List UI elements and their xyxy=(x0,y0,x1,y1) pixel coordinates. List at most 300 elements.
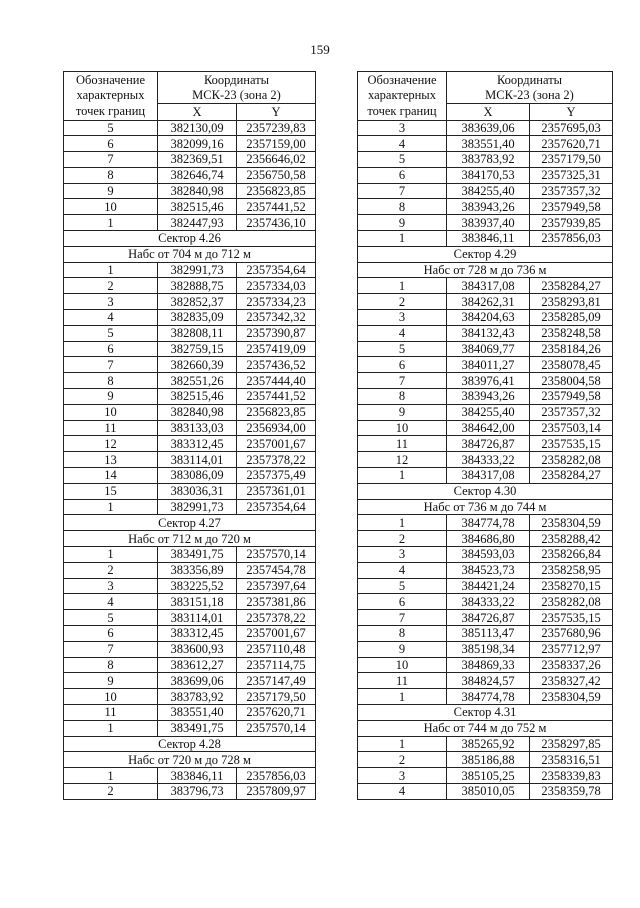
point-number-cell: 2 xyxy=(64,562,158,578)
y-coordinate-cell: 2357378,22 xyxy=(237,610,316,626)
y-coordinate-cell: 2358359,78 xyxy=(530,783,613,799)
x-coordinate-cell: 383225,52 xyxy=(158,578,237,594)
table-row xyxy=(358,547,613,563)
x-coordinate-cell: 384317,08 xyxy=(447,468,530,484)
sector-title-row xyxy=(64,246,316,262)
point-number-cell: 1 xyxy=(64,547,158,563)
point-number-cell: 8 xyxy=(64,167,158,183)
x-coordinate-cell: 382369,51 xyxy=(158,152,237,168)
y-coordinate-cell: 2357441,52 xyxy=(237,389,316,405)
y-coordinate-cell: 2357354,64 xyxy=(237,262,316,278)
x-coordinate-cell: 384686,80 xyxy=(447,531,530,547)
table-row xyxy=(358,199,613,215)
sector-title-row xyxy=(358,499,613,515)
x-coordinate-cell: 384255,40 xyxy=(447,404,530,420)
x-coordinate-cell: 383783,92 xyxy=(447,152,530,168)
sector-title: Сектор 4.30 xyxy=(358,483,613,499)
sector-title: Сектор 4.27 xyxy=(64,515,316,531)
point-number-cell: 3 xyxy=(358,120,447,136)
x-coordinate-cell: 382840,98 xyxy=(158,183,237,199)
y-coordinate-cell: 2357147,49 xyxy=(237,673,316,689)
y-coordinate-cell: 2358282,08 xyxy=(530,452,613,468)
x-coordinate-cell: 384317,08 xyxy=(447,278,530,294)
point-number-cell: 5 xyxy=(358,578,447,594)
point-number-cell: 7 xyxy=(64,152,158,168)
table-row xyxy=(64,610,316,626)
x-coordinate-cell: 384642,00 xyxy=(447,420,530,436)
point-number-cell: 5 xyxy=(64,610,158,626)
point-number-cell: 7 xyxy=(64,357,158,373)
table-row xyxy=(64,594,316,610)
y-coordinate-cell: 2356934,00 xyxy=(237,420,316,436)
point-number-cell: 6 xyxy=(64,136,158,152)
sector-title-row xyxy=(64,515,316,531)
y-coordinate-cell: 2357856,03 xyxy=(530,231,613,247)
table-row xyxy=(64,325,316,341)
point-number-cell: 2 xyxy=(64,278,158,294)
x-coordinate-cell: 382515,46 xyxy=(158,389,237,405)
table-row xyxy=(64,278,316,294)
x-coordinate-cell: 383491,75 xyxy=(158,720,237,736)
point-number-cell: 11 xyxy=(64,420,158,436)
point-number-cell: 3 xyxy=(64,294,158,310)
point-number-cell: 7 xyxy=(358,373,447,389)
point-number-cell: 4 xyxy=(358,136,447,152)
point-number-cell: 6 xyxy=(64,626,158,642)
sector-title: Набс от 744 м до 752 м xyxy=(358,720,613,736)
y-coordinate-cell: 2358258,95 xyxy=(530,562,613,578)
table-row xyxy=(358,594,613,610)
sector-title: Сектор 4.29 xyxy=(358,246,613,262)
x-coordinate-cell: 383036,31 xyxy=(158,483,237,499)
table-row xyxy=(358,389,613,405)
point-number-cell: 2 xyxy=(358,294,447,310)
table-row xyxy=(64,483,316,499)
table-row xyxy=(358,452,613,468)
y-coordinate-cell: 2357695,03 xyxy=(530,120,613,136)
point-number-cell: 10 xyxy=(358,657,447,673)
table-row xyxy=(358,468,613,484)
x-coordinate-cell: 385113,47 xyxy=(447,626,530,642)
x-coordinate-cell: 382099,16 xyxy=(158,136,237,152)
sector-title: Набс от 736 м до 744 м xyxy=(358,499,613,515)
x-coordinate-cell: 383551,40 xyxy=(158,704,237,720)
sector-title: Набс от 720 м до 728 м xyxy=(64,752,316,768)
x-coordinate-cell: 383114,01 xyxy=(158,452,237,468)
x-coordinate-cell: 384011,27 xyxy=(447,357,530,373)
point-number-cell: 1 xyxy=(64,499,158,515)
x-coordinate-cell: 383976,41 xyxy=(447,373,530,389)
point-number-cell: 4 xyxy=(358,783,447,799)
x-coordinate-cell: 384170,53 xyxy=(447,167,530,183)
y-coordinate-cell: 2357334,23 xyxy=(237,294,316,310)
point-number-cell: 1 xyxy=(64,215,158,231)
point-number-cell: 10 xyxy=(64,199,158,215)
x-coordinate-cell: 384255,40 xyxy=(447,183,530,199)
table-row xyxy=(64,199,316,215)
point-number-cell: 9 xyxy=(64,389,158,405)
y-coordinate-cell: 2357354,64 xyxy=(237,499,316,515)
x-coordinate-cell: 384132,43 xyxy=(447,325,530,341)
y-coordinate-cell: 2357949,58 xyxy=(530,199,613,215)
table-row xyxy=(358,373,613,389)
header-point-line-1: Обозначение xyxy=(367,72,437,87)
sector-title-row xyxy=(64,531,316,547)
x-coordinate-cell: 383356,89 xyxy=(158,562,237,578)
x-coordinate-cell: 383114,01 xyxy=(158,610,237,626)
point-number-cell: 14 xyxy=(64,468,158,484)
y-coordinate-cell: 2358339,83 xyxy=(530,768,613,784)
table-row xyxy=(64,120,316,136)
y-coordinate-cell: 2358337,26 xyxy=(530,657,613,673)
x-coordinate-cell: 385105,25 xyxy=(447,768,530,784)
point-number-cell: 4 xyxy=(64,594,158,610)
x-coordinate-cell: 383796,73 xyxy=(158,783,237,799)
table-row xyxy=(64,547,316,563)
table-row xyxy=(64,436,316,452)
table-row xyxy=(358,294,613,310)
y-coordinate-cell: 2357680,96 xyxy=(530,626,613,642)
y-coordinate-cell: 2358282,08 xyxy=(530,594,613,610)
header-point-line-1: Обозначение xyxy=(75,72,146,87)
header-point-label xyxy=(64,72,158,121)
table-row xyxy=(358,752,613,768)
x-coordinate-cell: 383151,18 xyxy=(158,594,237,610)
x-coordinate-cell: 385265,92 xyxy=(447,736,530,752)
header-point-line-2: характерных xyxy=(76,88,145,102)
y-coordinate-cell: 2357375,49 xyxy=(237,468,316,484)
x-coordinate-cell: 382888,75 xyxy=(158,278,237,294)
table-row xyxy=(358,404,613,420)
table-row xyxy=(358,357,613,373)
point-number-cell: 9 xyxy=(358,641,447,657)
table-row xyxy=(358,531,613,547)
table-row xyxy=(64,626,316,642)
x-coordinate-cell: 382515,46 xyxy=(158,199,237,215)
y-coordinate-cell: 2357342,32 xyxy=(237,310,316,326)
point-number-cell: 9 xyxy=(358,215,447,231)
y-coordinate-cell: 2357939,85 xyxy=(530,215,613,231)
y-coordinate-cell: 2358284,27 xyxy=(530,278,613,294)
x-coordinate-cell: 382852,37 xyxy=(158,294,237,310)
table-row xyxy=(64,768,316,784)
table-row xyxy=(64,420,316,436)
x-coordinate-cell: 383846,11 xyxy=(447,231,530,247)
table-row xyxy=(64,341,316,357)
x-coordinate-cell: 384593,03 xyxy=(447,547,530,563)
page-number: 159 xyxy=(310,42,330,57)
x-coordinate-cell: 383612,27 xyxy=(158,657,237,673)
table-row xyxy=(358,436,613,452)
header-x: X xyxy=(158,104,237,121)
table-row xyxy=(358,562,613,578)
x-coordinate-cell: 383133,03 xyxy=(158,420,237,436)
sector-title: Набс от 712 м до 720 м xyxy=(64,531,316,547)
y-coordinate-cell: 2357570,14 xyxy=(237,720,316,736)
header-coordinate-system: МСК-23 (зона 2) xyxy=(158,88,316,104)
y-coordinate-cell: 2357856,03 xyxy=(237,768,316,784)
x-coordinate-cell: 383943,26 xyxy=(447,389,530,405)
x-coordinate-cell: 382840,98 xyxy=(158,404,237,420)
y-coordinate-cell: 2357334,03 xyxy=(237,278,316,294)
y-coordinate-cell: 2358004,58 xyxy=(530,373,613,389)
table-row xyxy=(358,641,613,657)
y-coordinate-cell: 2358327,42 xyxy=(530,673,613,689)
table-row xyxy=(358,783,613,799)
table-row xyxy=(358,657,613,673)
header-coordinates-title: Координаты xyxy=(447,72,613,88)
table-row xyxy=(358,325,613,341)
x-coordinate-cell: 383312,45 xyxy=(158,626,237,642)
x-coordinate-cell: 385198,34 xyxy=(447,641,530,657)
point-number-cell: 6 xyxy=(358,167,447,183)
table-row xyxy=(358,215,613,231)
table-row xyxy=(64,183,316,199)
sector-title-row xyxy=(358,483,613,499)
x-coordinate-cell: 384204,63 xyxy=(447,310,530,326)
y-coordinate-cell: 2358270,15 xyxy=(530,578,613,594)
x-coordinate-cell: 383699,06 xyxy=(158,673,237,689)
table-row xyxy=(64,578,316,594)
y-coordinate-cell: 2358184,26 xyxy=(530,341,613,357)
table-row xyxy=(64,704,316,720)
x-coordinate-cell: 383943,26 xyxy=(447,199,530,215)
point-number-cell: 9 xyxy=(64,673,158,689)
right-table-body xyxy=(358,120,613,799)
x-coordinate-cell: 384069,77 xyxy=(447,341,530,357)
point-number-cell: 4 xyxy=(358,325,447,341)
y-coordinate-cell: 2357436,52 xyxy=(237,357,316,373)
sector-title: Сектор 4.26 xyxy=(64,231,316,247)
table-row xyxy=(64,215,316,231)
table-row xyxy=(358,578,613,594)
point-number-cell: 10 xyxy=(64,404,158,420)
header-coordinates-title: Координаты xyxy=(158,72,316,88)
x-coordinate-cell: 382551,26 xyxy=(158,373,237,389)
y-coordinate-cell: 2357325,31 xyxy=(530,167,613,183)
table-row xyxy=(358,167,613,183)
y-coordinate-cell: 2357809,97 xyxy=(237,783,316,799)
x-coordinate-cell: 384726,87 xyxy=(447,610,530,626)
table-row xyxy=(64,562,316,578)
table-row xyxy=(64,499,316,515)
y-coordinate-cell: 2357114,75 xyxy=(237,657,316,673)
header-y: Y xyxy=(237,104,316,121)
y-coordinate-cell: 2358304,59 xyxy=(530,515,613,531)
y-coordinate-cell: 2356823,85 xyxy=(237,404,316,420)
y-coordinate-cell: 2357535,15 xyxy=(530,610,613,626)
sector-title-row xyxy=(358,262,613,278)
sector-title: Сектор 4.28 xyxy=(64,736,316,752)
table-row xyxy=(64,357,316,373)
table-row xyxy=(64,673,316,689)
table-row xyxy=(64,152,316,168)
y-coordinate-cell: 2357001,67 xyxy=(237,626,316,642)
x-coordinate-cell: 384774,78 xyxy=(447,515,530,531)
y-coordinate-cell: 2357381,86 xyxy=(237,594,316,610)
point-number-cell: 1 xyxy=(358,278,447,294)
table-row xyxy=(64,468,316,484)
table-row xyxy=(64,657,316,673)
y-coordinate-cell: 2357444,40 xyxy=(237,373,316,389)
point-number-cell: 7 xyxy=(64,641,158,657)
x-coordinate-cell: 382447,93 xyxy=(158,215,237,231)
table-row xyxy=(64,783,316,799)
table-row xyxy=(358,120,613,136)
point-number-cell: 1 xyxy=(64,768,158,784)
point-number-cell: 5 xyxy=(64,120,158,136)
coordinates-table-left xyxy=(63,71,316,800)
y-coordinate-cell: 2358248,58 xyxy=(530,325,613,341)
x-coordinate-cell: 385186,88 xyxy=(447,752,530,768)
x-coordinate-cell: 384333,22 xyxy=(447,452,530,468)
table-row xyxy=(64,720,316,736)
x-coordinate-cell: 384869,33 xyxy=(447,657,530,673)
x-coordinate-cell: 384523,73 xyxy=(447,562,530,578)
point-number-cell: 6 xyxy=(358,357,447,373)
y-coordinate-cell: 2357001,67 xyxy=(237,436,316,452)
table-row xyxy=(64,641,316,657)
sector-title: Набс от 704 м до 712 м xyxy=(64,246,316,262)
point-number-cell: 8 xyxy=(64,373,158,389)
point-number-cell: 3 xyxy=(358,547,447,563)
point-number-cell: 2 xyxy=(64,783,158,799)
y-coordinate-cell: 2356823,85 xyxy=(237,183,316,199)
y-coordinate-cell: 2358285,09 xyxy=(530,310,613,326)
point-number-cell: 1 xyxy=(64,720,158,736)
x-coordinate-cell: 383086,09 xyxy=(158,468,237,484)
x-coordinate-cell: 383639,06 xyxy=(447,120,530,136)
y-coordinate-cell: 2357535,15 xyxy=(530,436,613,452)
y-coordinate-cell: 2357390,87 xyxy=(237,325,316,341)
point-number-cell: 1 xyxy=(358,736,447,752)
y-coordinate-cell: 2356750,58 xyxy=(237,167,316,183)
x-coordinate-cell: 383846,11 xyxy=(158,768,237,784)
point-number-cell: 12 xyxy=(358,452,447,468)
x-coordinate-cell: 384262,31 xyxy=(447,294,530,310)
point-number-cell: 2 xyxy=(358,752,447,768)
x-coordinate-cell: 382646,74 xyxy=(158,167,237,183)
point-number-cell: 1 xyxy=(64,262,158,278)
point-number-cell: 3 xyxy=(64,578,158,594)
y-coordinate-cell: 2357110,48 xyxy=(237,641,316,657)
sector-title-row xyxy=(358,720,613,736)
point-number-cell: 4 xyxy=(64,310,158,326)
point-number-cell: 9 xyxy=(64,183,158,199)
y-coordinate-cell: 2357179,50 xyxy=(530,152,613,168)
y-coordinate-cell: 2358284,27 xyxy=(530,468,613,484)
table-row xyxy=(64,452,316,468)
sector-title-row xyxy=(64,736,316,752)
y-coordinate-cell: 2358304,59 xyxy=(530,689,613,705)
point-number-cell: 13 xyxy=(64,452,158,468)
table-row xyxy=(358,736,613,752)
table-row xyxy=(358,420,613,436)
point-number-cell: 9 xyxy=(358,404,447,420)
point-number-cell: 1 xyxy=(358,231,447,247)
y-coordinate-cell: 2357436,10 xyxy=(237,215,316,231)
point-number-cell: 5 xyxy=(358,341,447,357)
y-coordinate-cell: 2357620,71 xyxy=(237,704,316,720)
coordinates-table-right xyxy=(357,71,613,800)
point-number-cell: 3 xyxy=(358,768,447,784)
table-row xyxy=(64,136,316,152)
point-number-cell: 10 xyxy=(358,420,447,436)
x-coordinate-cell: 382759,15 xyxy=(158,341,237,357)
point-number-cell: 8 xyxy=(358,199,447,215)
table-row xyxy=(64,294,316,310)
point-number-cell: 11 xyxy=(358,436,447,452)
point-number-cell: 4 xyxy=(358,562,447,578)
x-coordinate-cell: 385010,05 xyxy=(447,783,530,799)
table-row xyxy=(64,373,316,389)
y-coordinate-cell: 2358297,85 xyxy=(530,736,613,752)
header-x: X xyxy=(447,104,530,121)
x-coordinate-cell: 382835,09 xyxy=(158,310,237,326)
y-coordinate-cell: 2357179,50 xyxy=(237,689,316,705)
table-row xyxy=(358,341,613,357)
x-coordinate-cell: 383600,93 xyxy=(158,641,237,657)
y-coordinate-cell: 2357419,09 xyxy=(237,341,316,357)
y-coordinate-cell: 2357441,52 xyxy=(237,199,316,215)
x-coordinate-cell: 384824,57 xyxy=(447,673,530,689)
table-row xyxy=(64,389,316,405)
point-number-cell: 15 xyxy=(64,483,158,499)
y-coordinate-cell: 2357239,83 xyxy=(237,120,316,136)
point-number-cell: 3 xyxy=(358,310,447,326)
header-point-line-3: точек границ xyxy=(75,103,146,118)
table-row xyxy=(358,515,613,531)
table-row xyxy=(358,673,613,689)
x-coordinate-cell: 384421,24 xyxy=(447,578,530,594)
sector-title-row xyxy=(358,246,613,262)
table-row xyxy=(358,768,613,784)
left-table-body xyxy=(64,120,316,799)
table-row xyxy=(64,689,316,705)
point-number-cell: 12 xyxy=(64,436,158,452)
point-number-cell: 1 xyxy=(358,515,447,531)
y-coordinate-cell: 2357357,32 xyxy=(530,404,613,420)
y-coordinate-cell: 2357159,00 xyxy=(237,136,316,152)
y-coordinate-cell: 2357378,22 xyxy=(237,452,316,468)
y-coordinate-cell: 2358293,81 xyxy=(530,294,613,310)
table-row xyxy=(64,167,316,183)
y-coordinate-cell: 2356646,02 xyxy=(237,152,316,168)
header-point-label xyxy=(358,72,447,121)
point-number-cell: 6 xyxy=(358,594,447,610)
table-row xyxy=(358,278,613,294)
header-point-line-2: характерных xyxy=(368,88,436,102)
table-row xyxy=(64,262,316,278)
x-coordinate-cell: 382808,11 xyxy=(158,325,237,341)
table-row xyxy=(358,626,613,642)
point-number-cell: 7 xyxy=(358,183,447,199)
x-coordinate-cell: 382991,73 xyxy=(158,262,237,278)
x-coordinate-cell: 383783,92 xyxy=(158,689,237,705)
table-row xyxy=(358,231,613,247)
x-coordinate-cell: 382130,09 xyxy=(158,120,237,136)
x-coordinate-cell: 383491,75 xyxy=(158,547,237,563)
y-coordinate-cell: 2357357,32 xyxy=(530,183,613,199)
point-number-cell: 1 xyxy=(358,689,447,705)
point-number-cell: 2 xyxy=(358,531,447,547)
sector-title-row xyxy=(64,752,316,768)
point-number-cell: 5 xyxy=(358,152,447,168)
point-number-cell: 1 xyxy=(358,468,447,484)
point-number-cell: 5 xyxy=(64,325,158,341)
table-row xyxy=(358,689,613,705)
sector-title-row xyxy=(358,704,613,720)
